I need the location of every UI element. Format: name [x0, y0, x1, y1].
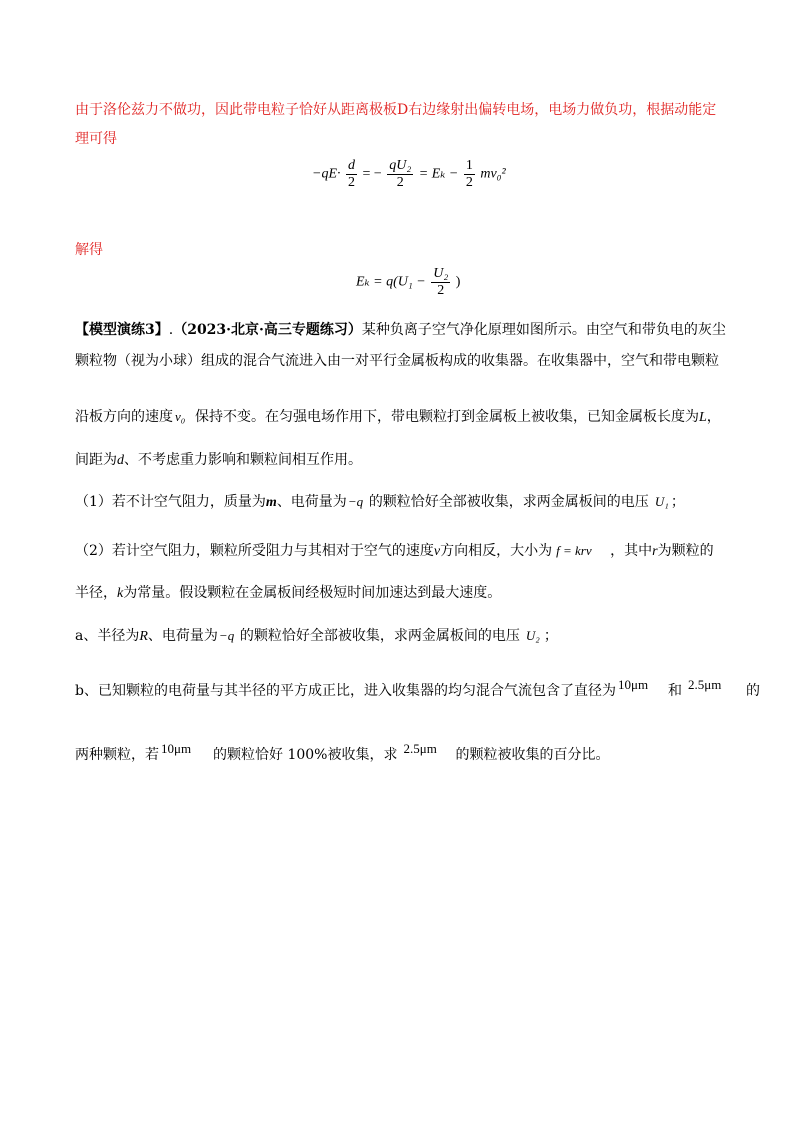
eq1-fraction-qu2-over-2: [387, 158, 413, 191]
qa-end: ；: [543, 628, 558, 644]
eq2-frac-denominator: 2: [437, 283, 445, 298]
u2-symbol: U₂: [525, 628, 540, 643]
explanation-line-1: 由于洛伦兹力不做功，因此带电粒子恰好从距离极板D右边缘射出偏转电场，电场力做负功，根据动能定: [75, 102, 717, 118]
problem-intro-line-2: 颗粒物（视为小球）组成的混合气流进入由一对平行金属板构成的收集器。在收集器中，空气和带电颗粒: [75, 353, 719, 369]
q1-b: 、电荷量为: [276, 494, 347, 510]
qa-c: 的颗粒恰好全部被收集，求两金属板间的电压: [239, 628, 520, 644]
qb2-a: 两种颗粒，若: [75, 747, 159, 763]
question-2b-line-1: [75, 677, 760, 701]
symbol-d: d: [117, 453, 124, 468]
question-2-line-2: [75, 583, 501, 604]
eq1-frac3-numerator: 1: [465, 158, 473, 173]
problem-source: （2023·北京·高三专题练习）: [173, 322, 362, 338]
q1-a: （1）若不计空气阻力，质量为: [75, 494, 266, 510]
q1-c: 的颗粒恰好全部被收集，求两金属板间的电压: [368, 494, 649, 510]
eq1-frac2-denominator: 2: [396, 175, 404, 190]
v0-symbol: v₀: [175, 409, 186, 424]
question-2b-line-2: [75, 741, 610, 765]
intro3-b: 保持不变。在匀强电场作用下，带电颗粒打到金属板上被收集，已知金属板长度为: [195, 409, 699, 425]
q1-end: ；: [670, 494, 685, 510]
question-2a: [75, 626, 558, 647]
qb-and: 和: [667, 683, 682, 699]
eq1-frac2-numerator: qU₂: [389, 158, 412, 173]
symbol-R: R: [139, 629, 148, 644]
eq1-fraction-d-over-2: [346, 158, 357, 191]
intro3-c: ，: [706, 409, 721, 425]
q2-c: ，其中: [610, 543, 653, 559]
eq1-lhs-prefix: −qE·: [312, 166, 341, 182]
qb-a: b、已知颗粒的电荷量与其半径的平方成正比，进入收集器的均匀混合气流包含了直径为: [75, 683, 616, 699]
symbol-v: v: [433, 544, 441, 559]
question-1: [75, 492, 685, 513]
problem-intro-line-3: [75, 407, 721, 428]
intro4-b: 、不考虑重力影响和颗粒间相互作用。: [124, 452, 362, 468]
kinetic-energy-result: [356, 266, 460, 299]
eq1-rhs-end: mv₀²: [480, 166, 506, 182]
qa-b: 、电荷量为: [147, 628, 218, 644]
symbol-m: m: [265, 495, 277, 510]
qb-end: 的: [745, 683, 760, 699]
eq2-prefix: Eₖ = q(U₁ −: [356, 274, 426, 290]
problem-heading: 【模型演练3】: [75, 322, 169, 338]
eq1-mid: = −: [362, 166, 382, 182]
intro3-a: 沿板方向的速度: [75, 409, 173, 425]
symbol-r: r: [652, 544, 658, 559]
qb2-c: 的颗粒被收集的百分比。: [455, 747, 610, 763]
intro-text-1: 某种负离子空气净化原理如图所示。由空气和带负电的灰尘: [361, 322, 726, 338]
eq2-suffix: ): [455, 274, 461, 290]
u1-symbol: U₁: [654, 494, 669, 509]
q2-b: 方向相反，大小为: [440, 543, 553, 559]
size-10um-label: 10μm: [617, 677, 649, 692]
intro4-a: 间距为: [75, 452, 117, 468]
drag-force-formula: f = krv: [556, 543, 592, 558]
symbol-L: L: [699, 410, 707, 425]
q2-d: 为颗粒的: [657, 543, 714, 559]
symbol-k: k: [117, 586, 124, 601]
neg-q-symbol: −q: [347, 494, 364, 509]
eq2-frac-numerator: U₂: [433, 266, 449, 281]
problem-intro-line-4: [75, 450, 362, 471]
q2-line2-b: 为常量。假设颗粒在金属板间经极短时间加速达到最大速度。: [123, 585, 502, 601]
problem-intro-line-1: [75, 320, 726, 340]
solve-label: 解得: [75, 242, 103, 258]
q2-a: （2）若计空气阻力，颗粒所受阻力与其相对于空气的速度: [75, 543, 434, 559]
qa-neg-q-symbol: −q: [218, 628, 235, 643]
eq2-fraction-u2-over-2: [431, 266, 450, 299]
qb2-size-2-5um-label: 2.5μm: [403, 741, 437, 756]
size-2-5um-label: 2.5μm: [687, 677, 722, 692]
explanation-line-2: 理可得: [75, 131, 117, 147]
eq1-frac3-denominator: 2: [465, 175, 473, 190]
qa-a: a、半径为: [75, 628, 140, 644]
question-2-line-1: [75, 541, 714, 562]
q2-line2-a: 半径，: [75, 585, 117, 601]
eq1-rhs-mid: = Eₖ −: [418, 166, 459, 182]
qb2-b: 的颗粒恰好 100%被收集，求: [213, 747, 398, 763]
eq1-frac1-numerator: d: [348, 158, 355, 173]
energy-equation: [312, 158, 506, 191]
eq1-fraction-half: [464, 158, 475, 191]
eq1-frac1-denominator: 2: [348, 175, 355, 190]
qb2-size-10um-label: 10μm: [161, 741, 192, 756]
heading-dot: .: [168, 322, 174, 338]
